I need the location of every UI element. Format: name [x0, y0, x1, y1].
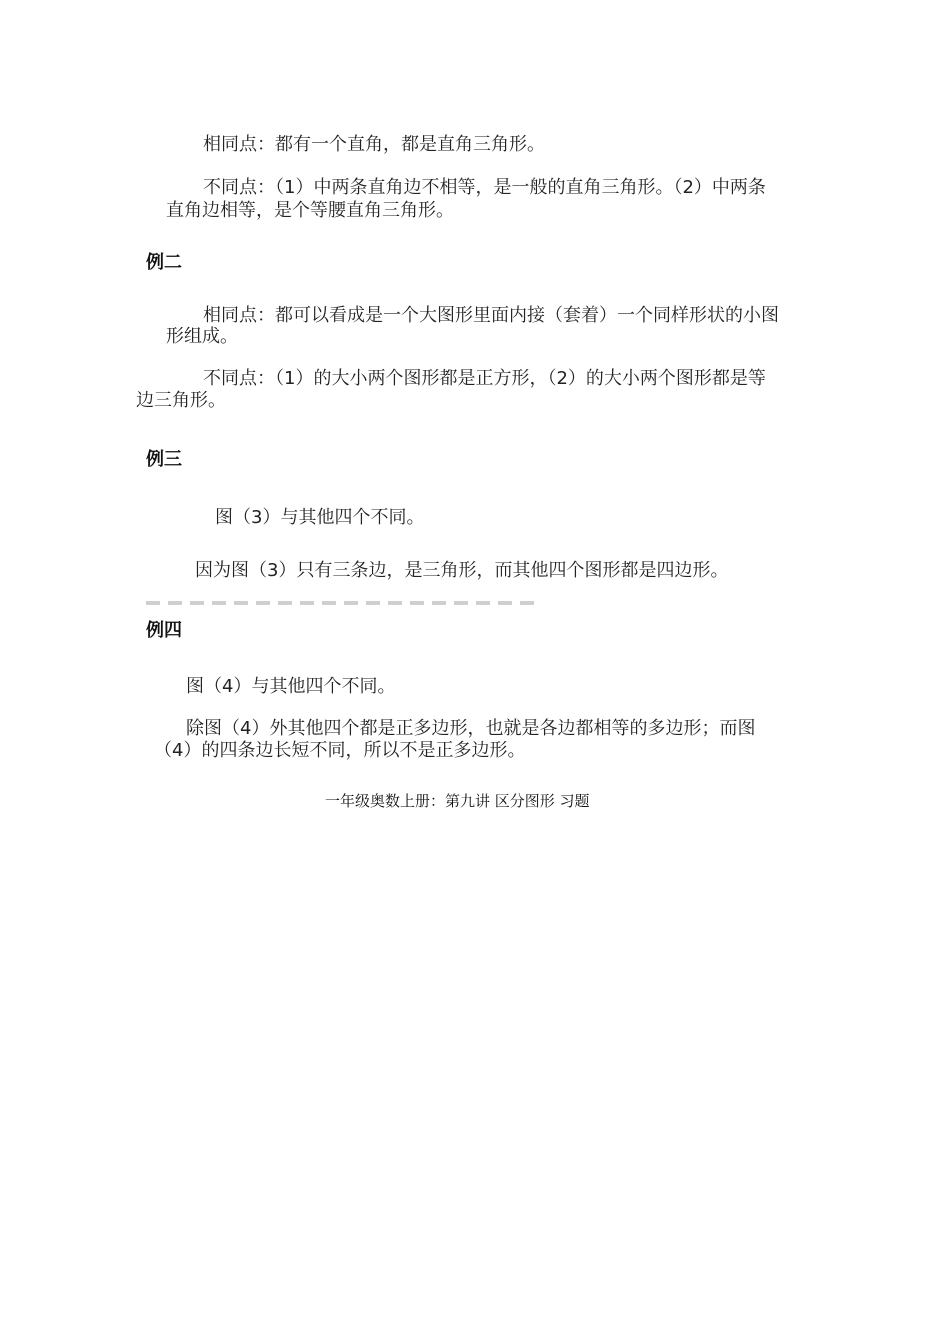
ex3-reason-line: 因为图（3）只有三条边，是三角形，而其他四个图形都是四边形。 [195, 560, 729, 581]
ex2-heading: 例二 [146, 252, 182, 273]
ex3-heading: 例三 [146, 449, 182, 470]
ex3-answer-line: 图（3）与其他四个不同。 [215, 507, 425, 528]
ex1-diff-line-1: 不同点：（1）中两条直角边不相等，是一般的直角三角形。（2）中两条 [203, 177, 766, 198]
ex4-reason-line-1: 除图（4）外其他四个都是正多边形，也就是各边都相等的多边形；而图 [186, 718, 756, 739]
ex4-heading: 例四 [146, 620, 182, 641]
ex4-reason-line-2: （4）的四条边长短不同，所以不是正多边形。 [154, 740, 526, 761]
ex4-answer-line: 图（4）与其他四个不同。 [186, 676, 396, 697]
ex2-same-line-1: 相同点：都可以看成是一个大图形里面内接（套着）一个同样形状的小图 [203, 305, 779, 326]
page-footer: 一年级奥数上册：第九讲 区分图形 习题 [325, 792, 590, 810]
ex1-diff-line-2: 直角边相等，是个等腰直角三角形。 [166, 200, 454, 221]
ex1-same-line: 相同点：都有一个直角，都是直角三角形。 [203, 134, 545, 155]
ex2-same-line-2: 形组成。 [166, 326, 238, 347]
ex2-diff-line-1: 不同点：（1）的大小两个图形都是正方形，（2）的大小两个图形都是等 [203, 368, 766, 389]
cut-off-text-strip [146, 601, 541, 605]
ex2-diff-line-2: 边三角形。 [136, 390, 226, 411]
